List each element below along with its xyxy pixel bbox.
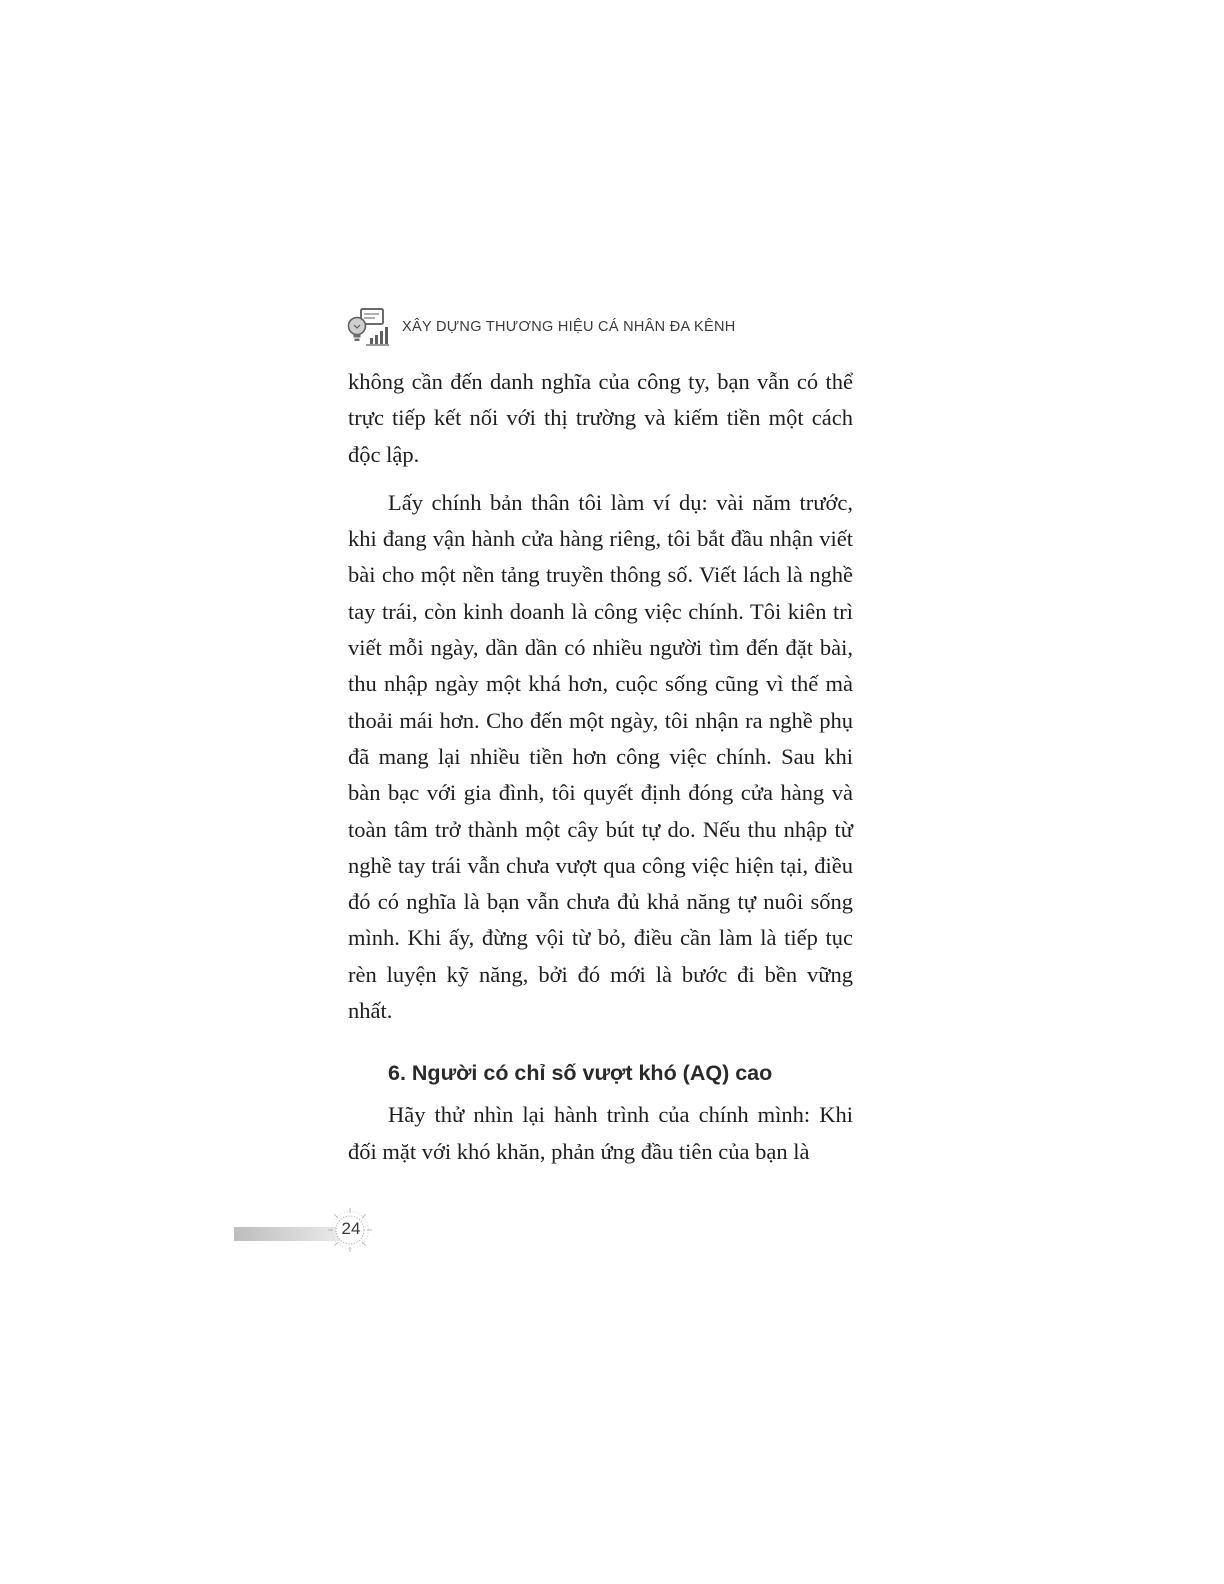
paragraph: Lấy chính bản thân tôi làm ví dụ: vài năm trước, khi đang vận hành cửa hàng riêng, tôi bắt đầu nhận viết bài cho một nền tảng truyền thông số. Viết lách là nghề tay trái, còn kinh doanh là công việc chính. Tôi kiên trì viết mỗi ngày, dần dần có nhiều người tìm đến đặt bài, thu nhập ngày một khá hơn, cuộc sống cũng vì thế mà thoải mái hơn. Cho đến một ngày, tôi nhận ra nghề phụ đã mang lại nhiều tiền hơn công việc chính. Sau khi bàn bạc với gia đình, tôi quyết định đóng cửa hàng và toàn tâm trở thành một cây bút tự do. Nếu thu nhập từ nghề tay trái vẫn chưa vượt qua công việc hiện tại, điều đó có nghĩa là bạn vẫn chưa đủ khả năng tự nuôi sống mình. Khi ấy, đừng vội từ bỏ, điều cần làm là tiếp tục rèn luyện kỹ năng, bởi đó mới là bước đi bền vững nhất. bbox=[348, 489, 853, 1024]
paragraph: không cần đến danh nghĩa của công ty, bạn vẫn có thể trực tiếp kết nối với thị trường và kiếm tiền một cách độc lập. bbox=[348, 369, 853, 467]
body-text bbox=[348, 364, 853, 1170]
page-number: 24 bbox=[341, 1219, 361, 1238]
section-heading: 6. Người có chỉ số vượt khó (AQ) cao bbox=[388, 1061, 773, 1086]
page-footer bbox=[234, 1206, 384, 1256]
running-header bbox=[346, 305, 866, 349]
running-header-title: XÂY DỰNG THƯƠNG HIỆU CÁ NHÂN ĐA KÊNH bbox=[402, 319, 736, 335]
lightbulb-monitor-chart-icon bbox=[346, 306, 390, 348]
paragraph: Hãy thử nhìn lại hành trình của chính mình: Khi đối mặt với khó khăn, phản ứng đầu tiên của bạn là bbox=[348, 1102, 853, 1164]
